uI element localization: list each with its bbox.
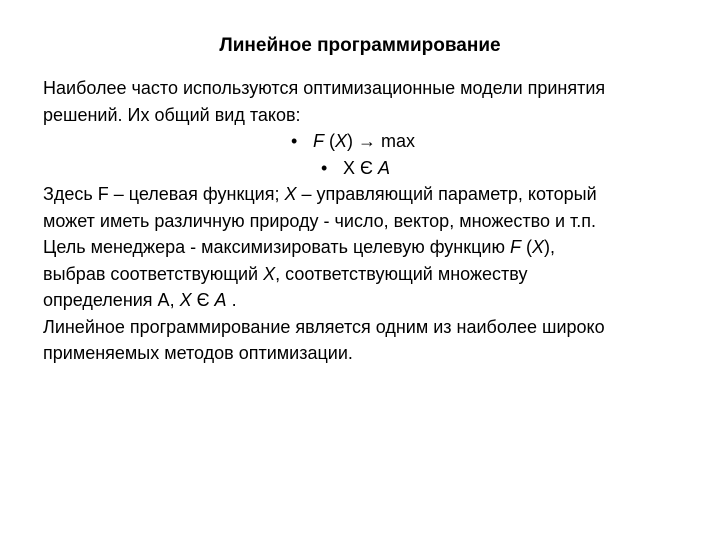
bullet-constraint	[43, 155, 693, 182]
formula-max-text: ) → max	[347, 131, 416, 151]
x-symbol: X	[179, 290, 192, 310]
para1-seg1: Здесь F – целевая функция;	[43, 184, 285, 204]
para3-line-1: Линейное программирование является одним из наиболее широко	[43, 316, 605, 337]
x-symbol: X	[284, 184, 297, 204]
formula-x-symbol: X	[343, 157, 356, 178]
para2-seg3: ),	[544, 237, 556, 257]
formula-paren-open: (	[324, 131, 335, 151]
formula-a-symbol: A	[377, 157, 390, 178]
para2-line-2	[43, 261, 693, 288]
formula-in-symbol: Є	[355, 157, 378, 178]
para2-line2-seg2: , соответствующий множеству	[275, 263, 528, 284]
intro-line-1: Наиболее часто используются оптимизационные модели принятия	[43, 78, 606, 98]
para2-line-3	[43, 287, 693, 314]
para1-line-1	[43, 181, 693, 208]
para3-line-2: применяемых методов оптимизации.	[43, 343, 353, 363]
slide-title: Линейное программирование	[219, 35, 501, 56]
a-symbol: A	[214, 290, 227, 310]
bullet-dot: •	[321, 157, 328, 178]
x-symbol: X	[532, 237, 545, 257]
para1-line-2: может иметь различную природу - число, вектор, множество и т.п.	[43, 210, 597, 231]
para2-line3-seg3: .	[226, 290, 237, 310]
para2-line-1	[43, 234, 693, 261]
para2-seg1: Цель менеджера - максимизировать целевую функцию	[43, 237, 510, 257]
para2-seg2: (	[521, 237, 532, 257]
para1-seg2: – управляющий параметр, который	[296, 184, 597, 204]
formula-x-symbol: X	[335, 131, 348, 151]
x-symbol: X	[263, 263, 276, 284]
bullet-dot: •	[291, 131, 298, 151]
bullet-objective	[43, 128, 693, 155]
para2-line3-seg1: определения А,	[43, 290, 180, 310]
f-symbol: F	[510, 237, 521, 257]
formula-f-symbol: F	[313, 131, 324, 151]
in-symbol: Є	[191, 290, 215, 310]
para2-line2-seg1: выбрав соответствующий	[43, 263, 264, 284]
slide-body	[43, 75, 693, 367]
intro-line-2: решений. Их общий вид таков:	[43, 104, 301, 125]
